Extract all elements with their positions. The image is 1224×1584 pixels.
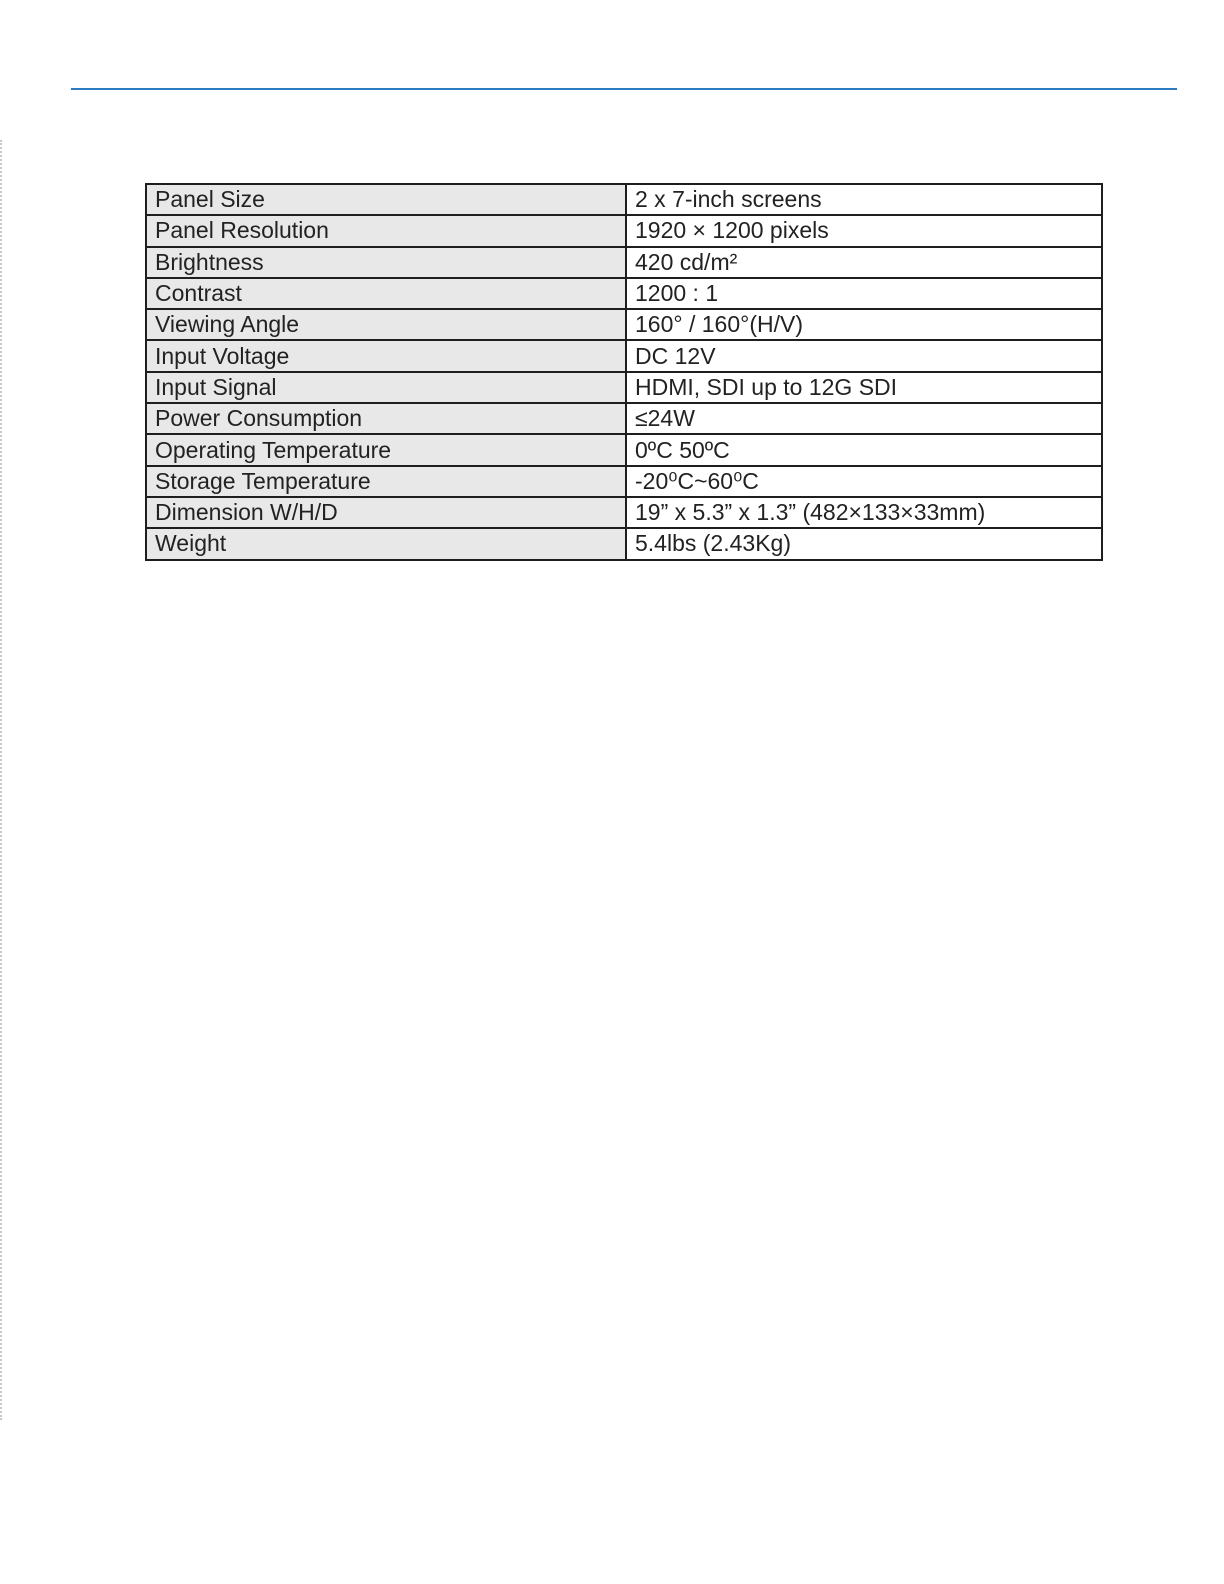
- spec-label: Dimension W/H/D: [146, 497, 626, 528]
- spec-label: Operating Temperature: [146, 434, 626, 465]
- spec-value: 160° / 160°(H/V): [626, 309, 1102, 340]
- table-row: [146, 309, 1102, 340]
- spec-value: ≤24W: [626, 403, 1102, 434]
- spec-label: Storage Temperature: [146, 466, 626, 497]
- table-row: [146, 403, 1102, 434]
- table-row: [146, 247, 1102, 278]
- spec-label: Input Signal: [146, 372, 626, 403]
- table-row: [146, 340, 1102, 371]
- specifications-table: [145, 183, 1103, 561]
- spec-label: Brightness: [146, 247, 626, 278]
- spec-label: Viewing Angle: [146, 309, 626, 340]
- table-row: [146, 528, 1102, 559]
- table-row: [146, 184, 1102, 215]
- spec-value: -20⁰C~60⁰C: [626, 466, 1102, 497]
- spec-value: HDMI, SDI up to 12G SDI: [626, 372, 1102, 403]
- spec-label: Panel Size: [146, 184, 626, 215]
- spec-value: 1200 : 1: [626, 278, 1102, 309]
- spec-value: 1920 × 1200 pixels: [626, 215, 1102, 246]
- spec-value: 5.4lbs (2.43Kg): [626, 528, 1102, 559]
- spec-value: DC 12V: [626, 340, 1102, 371]
- table-row: [146, 466, 1102, 497]
- spec-value: 2 x 7-inch screens: [626, 184, 1102, 215]
- spec-label: Weight: [146, 528, 626, 559]
- spec-label: Contrast: [146, 278, 626, 309]
- table-row: [146, 497, 1102, 528]
- spec-label: Panel Resolution: [146, 215, 626, 246]
- header-rule: [71, 88, 1177, 90]
- spec-value: 420 cd/m²: [626, 247, 1102, 278]
- spec-value: 0ºC 50ºC: [626, 434, 1102, 465]
- table-row: [146, 278, 1102, 309]
- table-row: [146, 215, 1102, 246]
- spec-value: 19” x 5.3” x 1.3” (482×133×33mm): [626, 497, 1102, 528]
- table-row: [146, 434, 1102, 465]
- spec-label: Power Consumption: [146, 403, 626, 434]
- page-edge-dotted-border: [0, 140, 2, 1420]
- table-row: [146, 372, 1102, 403]
- spec-label: Input Voltage: [146, 340, 626, 371]
